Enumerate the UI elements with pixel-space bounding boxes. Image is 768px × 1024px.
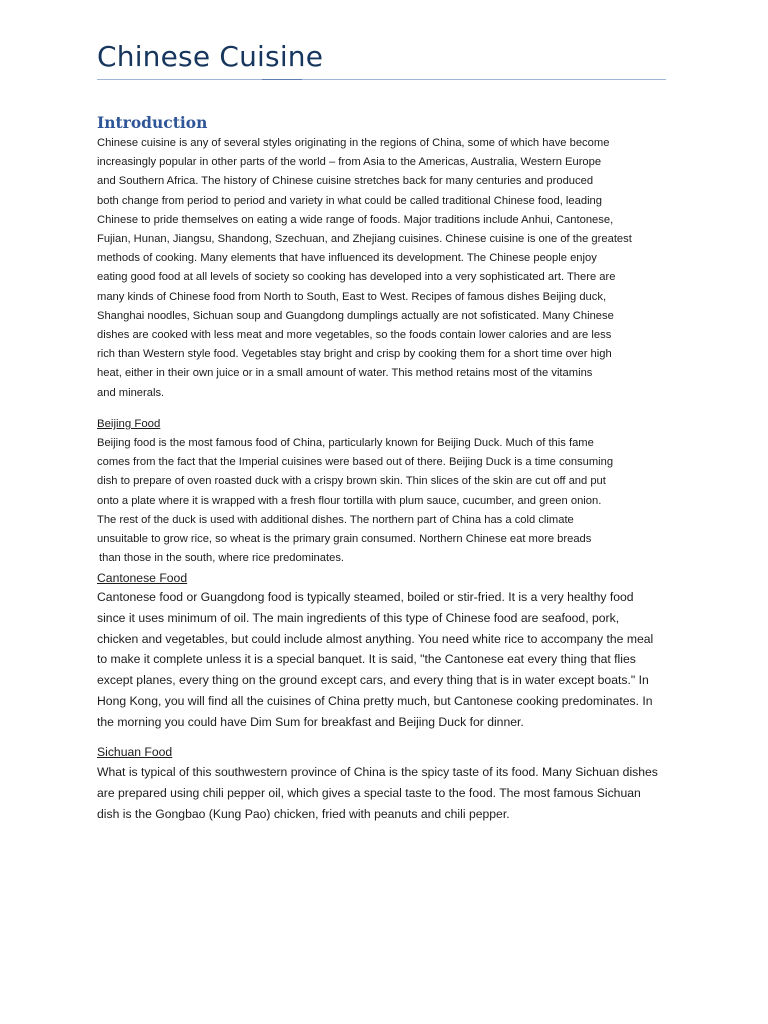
paragraph-line: Chinese cuisine is any of several styles originating in the regions of China, some of which have become: [97, 137, 610, 149]
paragraph-line: the morning you could have Dim Sum for breakfast and Beijing Duck for dinner.: [97, 714, 524, 729]
paragraph-line: Chinese to pride themselves on eating a wide range of foods. Major traditions include Anhui, Cantonese,: [97, 213, 614, 226]
introduction-paragraph: [97, 134, 632, 403]
paragraph-line: eating good food at all levels of society so cooking has developed into a very sophisticated art. There are: [97, 271, 616, 284]
introduction-heading: Introduction: [97, 113, 208, 132]
paragraph-line: since it uses minimum of oil. The main ingredients of this type of Chinese food are seafood, pork,: [97, 610, 620, 625]
paragraph-line: The rest of the duck is used with additional dishes. The northern part of China has a cold climate: [97, 513, 574, 526]
beijing-food-heading: Beijing Food: [97, 418, 161, 430]
beijing-food-paragraph: [97, 434, 613, 568]
paragraph-line: and Southern Africa. The history of Chinese cuisine stretches back for many centuries and produced: [97, 175, 594, 188]
paragraph-line: comes from the fact that the Imperial cuisines were based out of there. Beijing Duck is a time consuming: [97, 456, 614, 469]
document-title: Chinese Cuisine: [97, 40, 324, 73]
paragraph-line: are prepared using chili pepper oil, which gives a special taste to the food. The most famous Sichuan: [97, 785, 641, 800]
sichuan-food-heading: Sichuan Food: [97, 745, 173, 759]
title-underline-accent: [262, 79, 302, 80]
paragraph-line: dish to prepare of oven roasted duck with a crispy brown skin. Thin slices of the skin are cut off and put: [97, 475, 606, 488]
paragraph-line: than those in the south, where rice predominates.: [99, 552, 345, 565]
paragraph-line: increasingly popular in other parts of the world – from Asia to the Americas, Australia, Western Europe: [97, 156, 602, 169]
paragraph-line: both change from period to period and variety in what could be called traditional Chinese food, leading: [97, 194, 603, 207]
paragraph-line: Cantonese food or Guangdong food is typically steamed, boiled or stir-fried. It is a very healthy food: [97, 590, 634, 604]
paragraph-line: Shanghai noodles, Sichuan soup and Guangdong dumplings actually are not sofisticated. Many Chinese: [97, 309, 614, 322]
cantonese-food-heading: Cantonese Food: [97, 571, 188, 585]
paragraph-line: dish is the Gongbao (Kung Pao) chicken, fried with peanuts and chili pepper.: [97, 806, 510, 821]
paragraph-line: dishes are cooked with less meat and more vegetables, so the foods contain lower calories and are less: [97, 329, 612, 342]
sichuan-food-paragraph: [97, 762, 658, 824]
paragraph-line: Fujian, Hunan, Jiangsu, Shandong, Szechuan, and Zhejiang cuisines. Chinese cuisine is one of the greatest: [97, 233, 632, 246]
paragraph-line: methods of cooking. Many elements that have influenced its development. The Chinese people enjoy: [97, 252, 597, 265]
paragraph-line: except planes, every thing on the ground except cars, and every thing that is in water except boats." In: [97, 673, 649, 688]
paragraph-line: heat, either in their own juice or in a small amount of water. This method retains most of the vitamins: [97, 367, 593, 380]
paragraph-line: unsuitable to grow rice, so wheat is the primary grain consumed. Northern Chinese eat more breads: [97, 533, 592, 546]
paragraph-line: rich than Western style food. Vegetables stay bright and crisp by cooking them for a short time over high: [97, 348, 612, 361]
paragraph-line: Hong Kong, you will find all the cuisines of China pretty much, but Cantonese cooking predominates. In: [97, 693, 653, 708]
paragraph-line: onto a plate where it is wrapped with a fresh flour tortilla with plum sauce, cucumber, and green onion.: [97, 494, 602, 507]
paragraph-line: chicken and vegetables, but could include almost anything. You need white rice to accompany the meal: [97, 631, 654, 646]
paragraph-line: to make it complete unless it is a special banquet. It is said, "the Cantonese eat every thing that flies: [97, 652, 636, 667]
paragraph-line: and minerals.: [97, 386, 165, 399]
paragraph-line: Beijing food is the most famous food of China, particularly known for Beijing Duck. Much of this fame: [97, 437, 594, 449]
cantonese-food-paragraph: [97, 587, 653, 733]
paragraph-line: What is typical of this southwestern province of China is the spicy taste of its food. Many Sichuan dishes: [97, 765, 658, 779]
title-underline: [97, 79, 666, 80]
paragraph-line: many kinds of Chinese food from North to South, East to West. Recipes of famous dishes Beijing duck,: [97, 290, 607, 303]
